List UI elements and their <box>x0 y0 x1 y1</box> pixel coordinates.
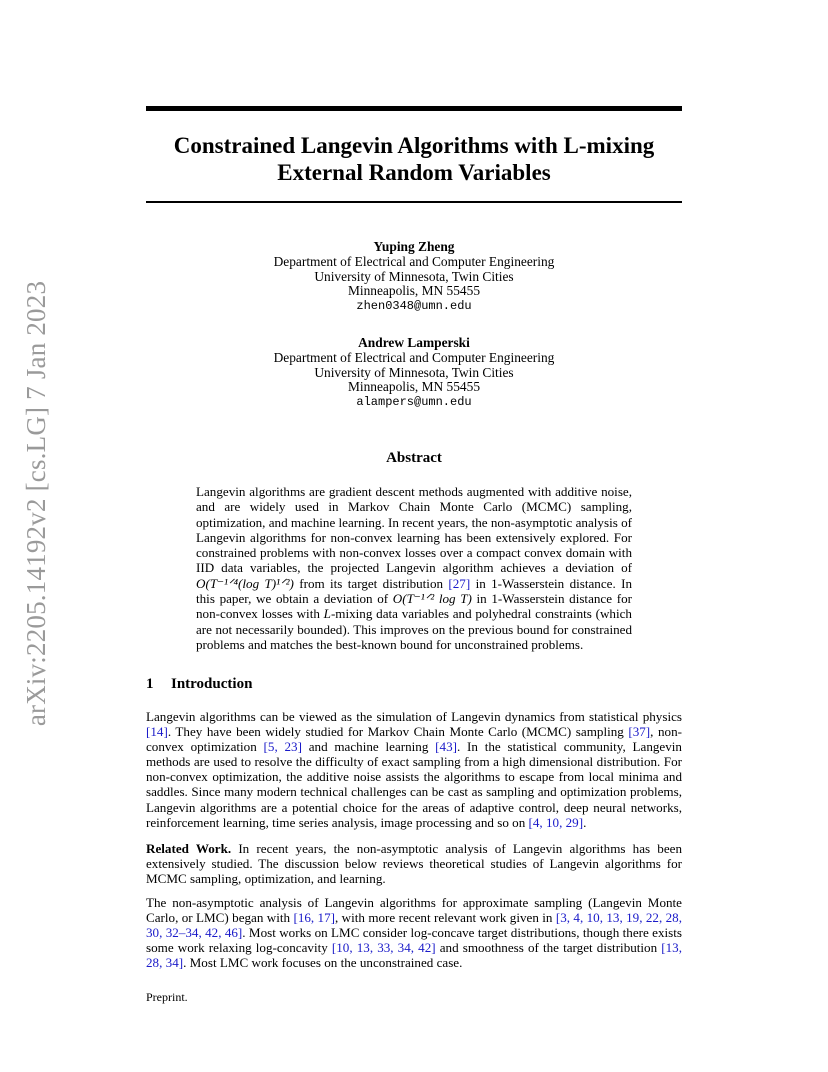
paragraph-text: . <box>583 814 587 830</box>
title-line-2: External Random Variables <box>277 160 551 185</box>
author-block-2 <box>146 336 682 410</box>
intro-paragraph-1 <box>146 709 682 830</box>
abstract-body <box>196 484 632 652</box>
math-expression: L <box>323 606 331 622</box>
author-department: Department of Electrical and Computer Engineering <box>273 253 555 269</box>
related-work-paragraph <box>146 841 682 886</box>
math-expression: O(T⁻¹ᐟ⁴(log T)¹ᐟ²) <box>196 575 294 591</box>
citation-link[interactable]: [10, 13, 33, 34, 42] <box>331 940 436 956</box>
paragraph-lead: Related Work. <box>146 841 232 856</box>
paragraph-text: , non-convex optimization <box>146 724 682 755</box>
author-name: Yuping Zheng <box>373 239 455 254</box>
arxiv-id-text: arXiv:2205.14192v2 [cs.LG] 7 Jan 2023 <box>21 280 52 726</box>
paragraph-text: and smoothness of the target distribution <box>435 940 662 956</box>
citation-link[interactable]: [14] <box>146 724 168 740</box>
citation-link[interactable]: [37] <box>628 724 651 740</box>
citation-link[interactable]: [43] <box>435 739 457 755</box>
abstract-text: from its target distribution <box>293 575 449 591</box>
citation-link[interactable]: [13, 28, 34] <box>146 940 682 971</box>
paragraph-text: . They have been widely studied for Markov Chain Monte Carlo (MCMC) sampling <box>167 724 629 740</box>
author-department: Department of Electrical and Computer Engineering <box>273 349 555 365</box>
author-university: University of Minnesota, Twin Cities <box>314 364 514 380</box>
title-rule-bottom <box>146 201 682 203</box>
title-line-1: Constrained Langevin Algorithms with L-mixing <box>173 133 655 158</box>
author-name: Andrew Lamperski <box>358 335 470 350</box>
abstract-text: in 1-Wasserstein distance for non-convex losses with <box>196 591 632 622</box>
citation-link[interactable]: [16, 17] <box>293 910 336 926</box>
paragraph-text: . Most LMC work focuses on the unconstrained case. <box>183 955 463 971</box>
title-rule-top <box>146 106 682 111</box>
paper-title <box>146 132 682 186</box>
paragraph-text: , with more recent relevant work given in <box>335 910 556 926</box>
paragraph-text: . Most works on LMC consider log-concave target distributions, though there exists some work relaxing log-concavity <box>146 925 682 956</box>
intro-paragraph-3 <box>146 895 682 970</box>
paragraph-text: Langevin algorithms can be viewed as the simulation of Langevin dynamics from statistical physics <box>146 709 682 724</box>
abstract-heading: Abstract <box>386 450 442 466</box>
citation-link[interactable]: [4, 10, 29] <box>528 814 584 830</box>
paragraph-text: The non-asymptotic analysis of Langevin algorithms for approximate sampling (Langevin Monte Carlo, or LMC) began with <box>146 895 682 926</box>
abstract-text: in 1-Wasserstein distance. In this paper, we obtain a deviation of <box>196 575 632 607</box>
section-number: 1 <box>146 676 154 692</box>
paragraph-text: and machine learning <box>301 739 436 755</box>
author-location: Minneapolis, MN 55455 <box>347 283 481 299</box>
author-location: Minneapolis, MN 55455 <box>347 379 481 395</box>
math-expression: O(T⁻¹ᐟ² log T) <box>392 591 472 607</box>
author-university: University of Minnesota, Twin Cities <box>314 268 514 284</box>
citation-link[interactable]: [5, 23] <box>263 739 302 755</box>
paragraph-text: . In the statistical community, Langevin methods are used to resolve the difficulty of exact sampling from a high dimensional distribution. For non-convex optimization, the additive noise assists the algorithms to escape from local minima and saddles. Since many modern technical challenges can be cast as sampling and optimization problems, Langevin algorithms are a potential choice for the areas of adaptive control, deep neural networks, reinforcement learning, time series analysis, image processing and so on <box>146 739 682 830</box>
section-title: Introduction <box>171 676 253 692</box>
citation-link[interactable]: [27] <box>448 575 471 591</box>
author-email[interactable]: alampers@umn.edu <box>356 395 472 410</box>
paragraph-text: In recent years, the non-asymptotic analysis of Langevin algorithms has been extensively studied. The discussion below reviews theoretical studies of Langevin algorithms for MCMC sampling, optimization, and learning. <box>146 841 683 887</box>
author-block-1 <box>146 240 682 314</box>
abstract-text: Langevin algorithms are gradient descent methods augmented with additive noise, and are widely used in Markov Chain Monte Carlo (MCMC) sampling, optimization, and machine learning. In recent years, the non-asymptotic analysis of Langevin algorithms for non-convex learning has been extensively explored. For constrained problems with non-convex losses over a compact convex domain with IID data variables, the projected Langevin algorithm achieves a deviation of <box>196 484 632 576</box>
arxiv-sidebar-identifier <box>14 268 60 738</box>
citation-link[interactable]: [3, 4, 10, 13, 19, 22, 28, 30, 32–34, 42, 46] <box>146 910 682 941</box>
section-heading-introduction <box>146 676 682 693</box>
author-email[interactable]: zhen0348@umn.edu <box>356 299 472 314</box>
footer-note: Preprint. <box>146 990 188 1004</box>
abstract-text: -mixing data variables and polyhedral constraints (which are not necessarily bounded). This improves on the previous bound for constrained problems and matches the best-known bound for unconstrained problems. <box>196 606 632 652</box>
